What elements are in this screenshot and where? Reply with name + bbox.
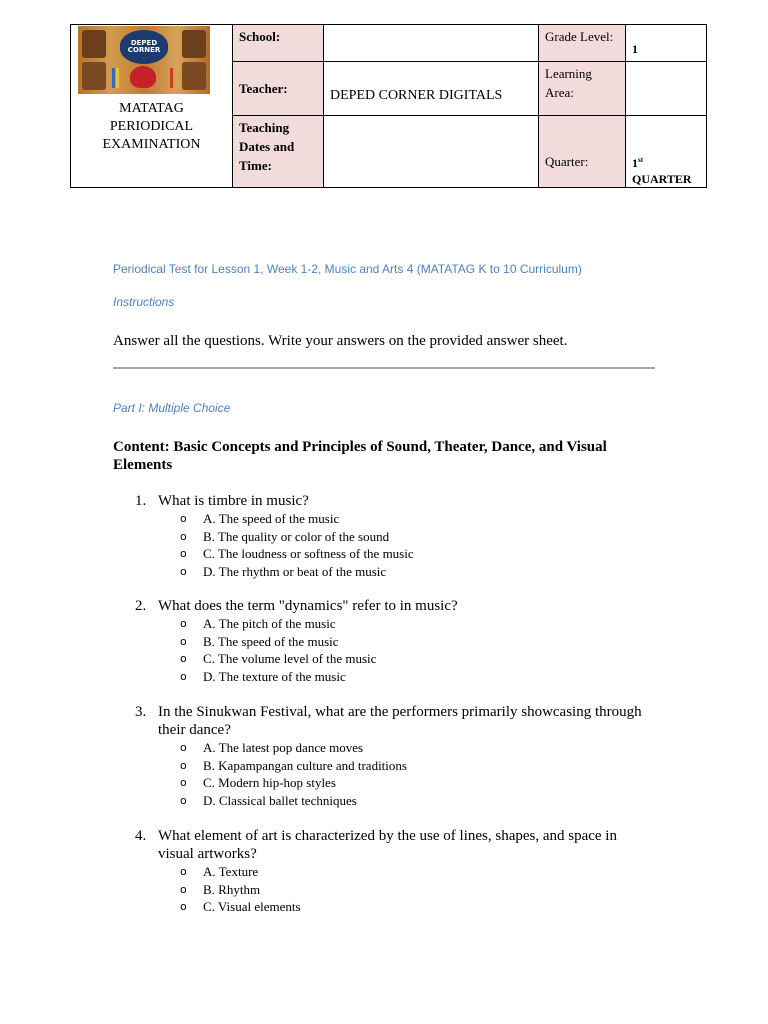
question-stem: What element of art is characterized by the use of lines, shapes, and space in visual artworks? [158, 828, 617, 862]
part-heading: Part I: Multiple Choice [113, 401, 231, 415]
question-number: 1. [135, 493, 147, 509]
test-title: Periodical Test for Lesson 1, Week 1-2, Music and Arts 4 (MATATAG K to 10 Curriculum) [113, 262, 582, 276]
option-b[interactable]: o B. Kapampangan culture and traditions [180, 757, 407, 773]
learning-area-label: Learning Area: [539, 62, 626, 116]
heart-icon [130, 66, 156, 88]
option-d[interactable]: o D. The texture of the music [180, 668, 346, 684]
teaching-dates-field[interactable] [324, 116, 539, 188]
option-a[interactable]: o A. Texture [180, 864, 259, 879]
teacher-label: Teacher: [233, 62, 324, 116]
instructions-text: Answer all the questions. Write your answers on the provided answer sheet. [113, 333, 568, 349]
quarter-value[interactable]: 1st QUARTER [626, 116, 707, 188]
option-b[interactable]: o B. The speed of the music [180, 633, 339, 649]
logo-badge: DEPED CORNER [120, 30, 168, 64]
option-b[interactable]: o B. The quality or color of the sound [180, 528, 390, 544]
option-c[interactable]: o C. The loudness or softness of the music [180, 546, 414, 561]
question-stem: In the Sinukwan Festival, what are the performers primarily showcasing through their dance? [158, 704, 642, 738]
grade-level-value[interactable]: 1 [626, 25, 707, 62]
content-heading: Content: Basic Concepts and Principles of Sound, Theater, Dance, and Visual Elements [113, 439, 607, 473]
teacher-field[interactable]: DEPED CORNER DIGITALS [324, 62, 539, 116]
instructions-heading: Instructions [113, 295, 175, 309]
exam-title: MATATAG PERIODICAL EXAMINATION [102, 101, 201, 152]
teaching-dates-label: Teaching Dates and Time: [233, 116, 324, 188]
option-c[interactable]: o C. Modern hip-hop styles [180, 775, 336, 790]
option-a[interactable]: o A. The pitch of the music [180, 616, 336, 631]
deped-corner-logo [78, 26, 210, 94]
grade-level-label: Grade Level: [539, 25, 626, 62]
question-number: 4. [135, 828, 147, 844]
option-c[interactable]: o C. The volume level of the music [180, 651, 377, 666]
option-b[interactable]: o B. Rhythm [180, 881, 261, 897]
question-2 [135, 597, 655, 685]
school-field[interactable] [324, 25, 539, 62]
question-4 [135, 827, 655, 916]
divider [113, 367, 655, 369]
option-c[interactable]: o C. Visual elements [180, 899, 301, 914]
question-stem: What does the term "dynamics" refer to in music? [158, 598, 458, 614]
question-3 [135, 703, 655, 809]
option-a[interactable]: o A. The speed of the music [180, 511, 340, 526]
quarter-label: Quarter: [539, 116, 626, 188]
school-label: School: [233, 25, 324, 62]
option-a[interactable]: o A. The latest pop dance moves [180, 740, 364, 755]
question-number: 2. [135, 598, 147, 614]
learning-area-field[interactable] [626, 62, 707, 116]
option-d[interactable]: o D. Classical ballet techniques [180, 792, 357, 808]
question-stem: What is timbre in music? [158, 493, 309, 509]
logo-title-cell [71, 25, 233, 188]
question-number: 3. [135, 704, 147, 720]
question-1 [135, 492, 655, 580]
header-table [70, 24, 707, 188]
option-d[interactable]: o D. The rhythm or beat of the music [180, 563, 387, 579]
